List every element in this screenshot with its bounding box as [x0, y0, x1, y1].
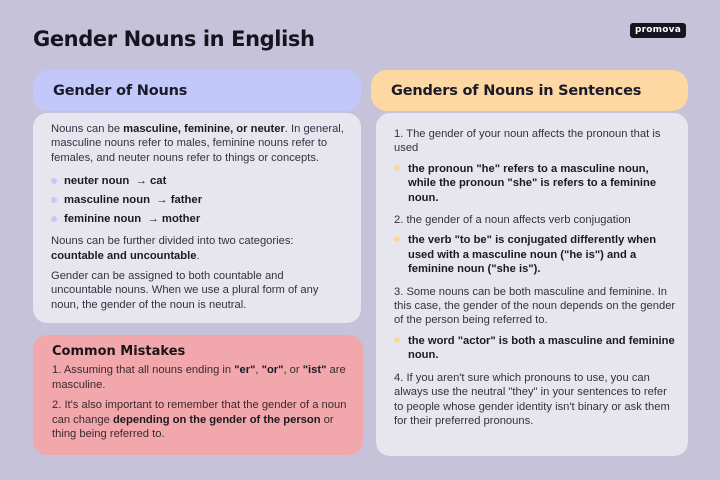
examples-list [51, 171, 347, 228]
separator: , [255, 364, 262, 377]
point-3-example [394, 334, 676, 363]
point-4: 4. If you aren't sure which pronouns to use, you can always use the neutral "they" in your sentences to refer to people whose gender identity isn't binary or ask them for their preferred pronouns. [394, 371, 670, 427]
arrow-icon: → [135, 174, 147, 187]
categories-text: Nouns can be further divided into two categories: [51, 235, 294, 248]
mistake-text-end: are masculine. [52, 364, 346, 391]
bullet-icon [51, 178, 57, 184]
suffix-or: "or" [261, 364, 284, 377]
arrow-icon: → [147, 212, 159, 225]
example-word: cat [150, 174, 167, 187]
example-text: the verb "to be" is conjugated differently when used with a masculine noun ("he is") and a feminine noun ("she is"). [408, 234, 657, 276]
plural-paragraph: Gender can be assigned to both countable and uncountable nouns. When we use a plural form of any noun, the gender of the noun is neutral. [51, 270, 319, 311]
genders-in-sentences-heading: Genders of Nouns in Sentences [371, 70, 688, 111]
gender-of-nouns-card [33, 113, 361, 323]
point-1: 1. The gender of your noun affects the pronoun that is used [394, 128, 661, 155]
suffix-er: "er" [234, 364, 256, 377]
point-1-example [394, 162, 676, 205]
bullet-icon [51, 216, 57, 222]
intro-text: Nouns can be [51, 123, 124, 135]
categories-bold: countable and uncountable [51, 249, 197, 262]
mistake-text: 1. Assuming that all nouns ending in [52, 364, 235, 377]
categories-paragraph [51, 234, 347, 263]
bullet-icon [51, 197, 57, 203]
example-item [51, 209, 347, 228]
arrow-icon: → [156, 193, 168, 206]
common-mistakes-heading: Common Mistakes [52, 344, 186, 359]
mistake-text-end: or thing being referred to. [52, 413, 334, 441]
bullet-icon [394, 337, 400, 343]
gender-of-nouns-heading: Gender of Nouns [33, 70, 361, 111]
example-item [51, 171, 347, 190]
promova-logo: promova [630, 23, 686, 38]
suffix-ist: "ist" [302, 364, 327, 377]
example-noun: neuter noun [64, 174, 130, 187]
intro-paragraph [51, 122, 347, 165]
mistake-1 [52, 363, 349, 392]
example-word: mother [161, 212, 201, 225]
bullet-icon [394, 236, 400, 242]
genders-in-sentences-card [376, 113, 688, 456]
common-mistakes-card [33, 335, 363, 455]
intro-text-2: . In general, masculine nouns refer to males, feminine nouns refer to females, and neuter nouns refer to things or concepts. [51, 123, 344, 164]
example-word: father [170, 193, 203, 206]
mistake-text: 2. It's also important to remember that the gender of a noun can change [52, 399, 347, 426]
example-noun: masculine noun [64, 193, 150, 206]
point-3: 3. Some nouns can be both masculine and feminine. In this case, the gender of the noun depends on the gender of the person being referred to. [394, 285, 676, 327]
page-title: Gender Nouns in English [33, 27, 315, 51]
example-noun: feminine noun [64, 212, 142, 225]
categories-end: . [196, 249, 200, 262]
mistake-2 [52, 398, 349, 441]
mistake-bold: depending on the gender of the person [112, 413, 321, 426]
example-text: the word "actor" is both a masculine and feminine noun. [408, 334, 675, 362]
separator: , or [283, 364, 303, 377]
bullet-icon [394, 165, 400, 171]
point-2-example [394, 233, 676, 276]
point-2: 2. the gender of a noun affects verb conjugation [394, 214, 631, 227]
example-item [51, 190, 347, 209]
example-text: the pronoun "he" refers to a masculine noun, while the pronoun "she" is refers to a feminine noun. [408, 162, 657, 204]
intro-bold: masculine, feminine, or neuter [123, 123, 285, 135]
